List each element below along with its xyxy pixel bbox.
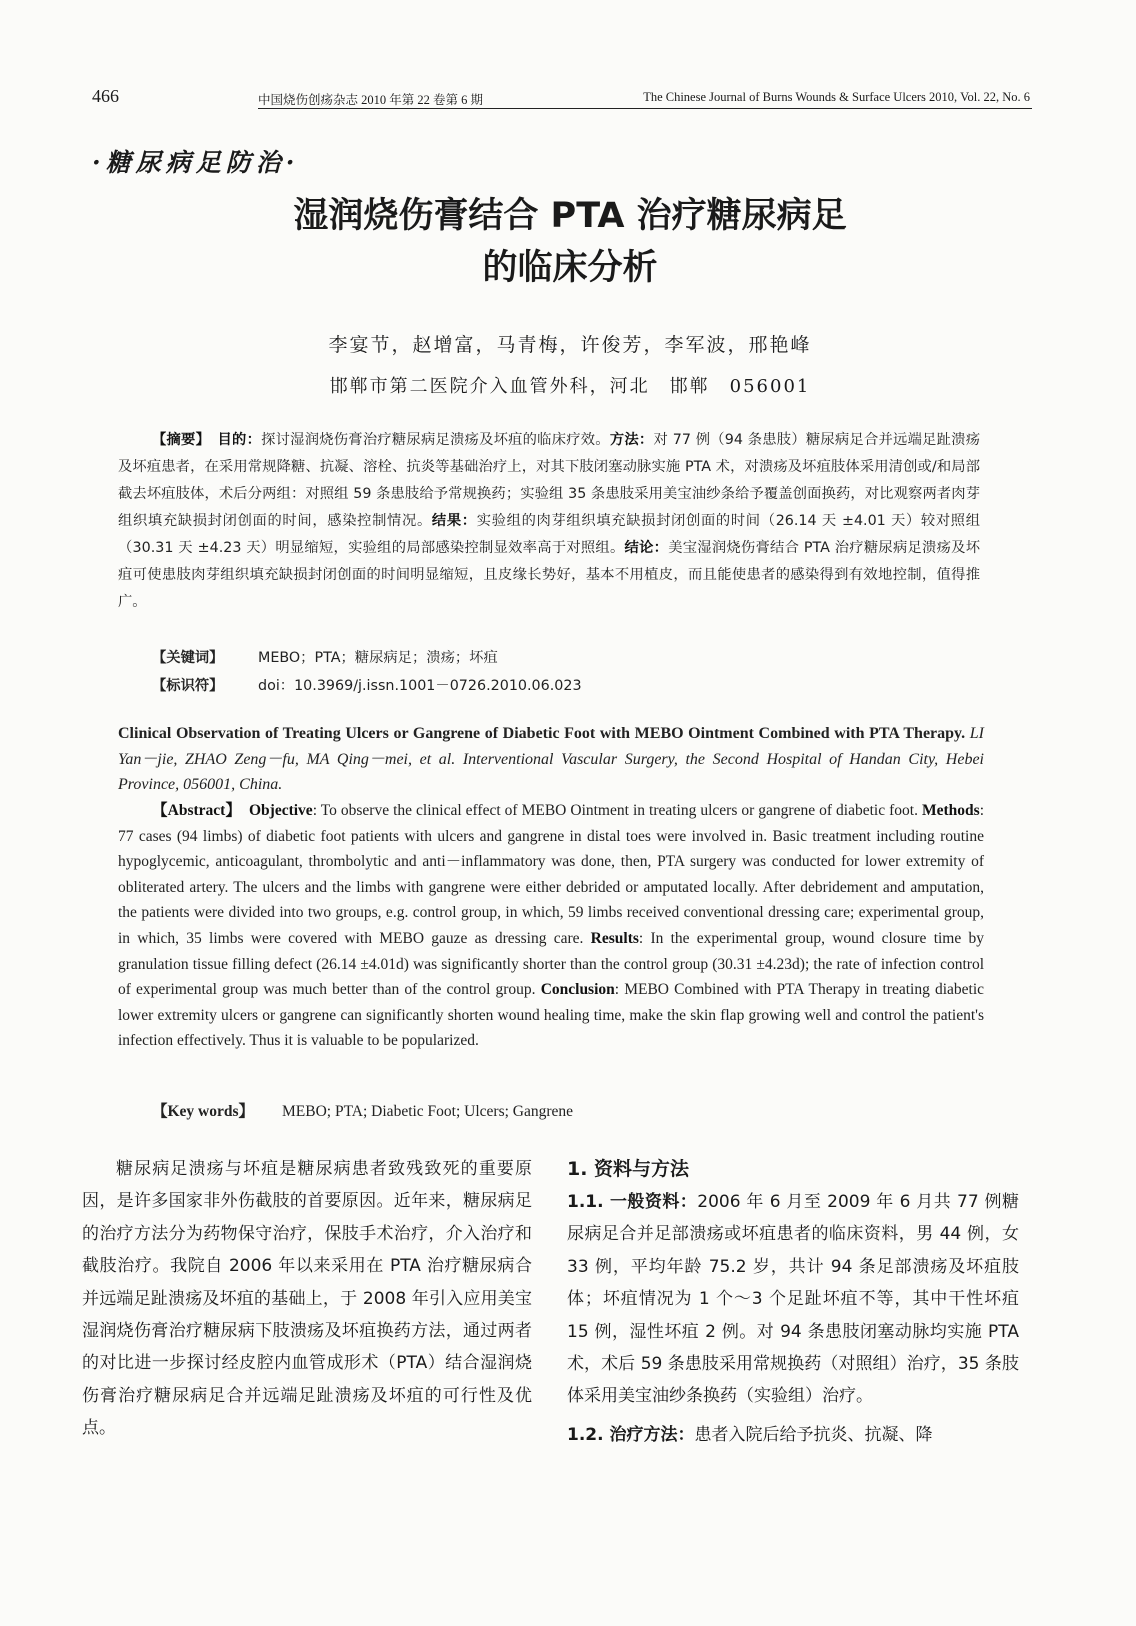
- abstract-en: [118, 798, 984, 1054]
- conclusion-text-en: : MEBO Combined with PTA Therapy in treating diabetic lower extremity ulcers or gangrene can significantly shorten wound healing time, make the skin flap growing well and control the patient's infection effectively. Thus it is valuable to be popularized.: [118, 981, 985, 1050]
- header-rule: [258, 108, 1032, 109]
- methods-label-cn: 方法：: [609, 432, 654, 448]
- keywords-cn-label: 【关键词】: [152, 650, 224, 666]
- methods-column: [567, 1153, 1019, 1451]
- keywords-cn: [152, 647, 498, 667]
- objective-label-cn: 目的：: [217, 432, 262, 448]
- article-title-en: [118, 721, 984, 798]
- title-en-text: Clinical Observation of Treating Ulcers or Gangrene of Diabetic Foot with MEBO Ointment Combined with PTA Therapy.: [118, 725, 966, 742]
- objective-label-en: Objective: [248, 802, 313, 819]
- introduction-paragraph: 糖尿病足溃疡与坏疽是糖尿病患者致残致死的重要原因，是许多国家非外伤截肢的首要原因。近年来，糖尿病足的治疗方法分为药物保守治疗，保肢手术治疗，介入治疗和截肢治疗。我院自 2006 年以来采用在 PTA 治疗糖尿病合并远端足趾溃疡及坏疽的基础上，于 2008 年引入应用美宝湿润烧伤膏治疗糖尿病下肢溃疡及坏疽换药方法，通过两者的对比进一步探讨经皮腔内血管成形术（PTA）结合湿润烧伤膏治疗糖尿病足合并远端足趾溃疡及坏疽的可行性及优点。: [82, 1159, 532, 1439]
- affiliation-cn: 邯郸市第二医院介入血管外科，河北 邯郸 056001: [329, 376, 811, 397]
- results-text-en: : In the experimental group, wound closure time by granulation tissue filling defect (26.14 ±4.01d) was significantly shorter than the control group (30.31 ±4.23d); the rate of infection control of experimental group was much better than of the control group.: [118, 929, 984, 999]
- results-text-cn: 实验组的肉芽组织填充缺损封闭创面的时间（26.14 天 ±4.01 天）较对照组（30.31 天 ±4.23 天）明显缩短，实验组的局部感染控制显效率高于对照组。: [118, 513, 981, 556]
- methods-label-en: Methods: [921, 802, 980, 819]
- doi-value: doi：10.3969/j.issn.1001－0726.2010.06.023: [258, 678, 582, 694]
- running-header: [258, 90, 1030, 108]
- section-heading: 1. 资料与方法: [567, 1158, 690, 1180]
- conclusion-text-cn: 美宝湿润烧伤膏结合 PTA 治疗糖尿病足溃疡及坏疽可使患肢肉芽组织填充缺损封闭创面的时间明显缩短，且皮缘长势好，基本不用植皮，而且能使患者的感染得到有效地控制，值得推广。: [118, 540, 980, 610]
- abstract-cn: [118, 427, 980, 616]
- page-number: 466: [92, 86, 119, 106]
- paragraph-1-2-text: 患者入院后给予抗炎、抗凝、降: [694, 1424, 933, 1445]
- paragraph-1-1: [567, 1186, 1019, 1413]
- journal-name-en: The Chinese Journal of Burns Wounds & Surface Ulcers 2010, Vol. 22, No. 6: [643, 90, 1030, 104]
- abstract-cn-label: 【摘要】: [152, 432, 203, 448]
- methods-text-cn: 对 77 例（94 条患肢）糖尿病足合并远端足趾溃疡及坏疽患者，在采用常规降糖、抗凝、溶栓、抗炎等基础治疗上，对其下肢闭塞动脉实施 PTA 术，对溃疡及坏疽肢体采用清创或/和局部截去坏疽肢体，术后分两组：对照组 59 条患肢给予常规换药；实验组 35 条患肢采用美宝油纱条给予覆盖创面换药，对比观察两者肉芽组织填充缺损封闭创面的时间，感染控制情况。: [118, 432, 980, 529]
- conclusion-label-cn: 结论：: [624, 540, 669, 556]
- abstract-en-label: 【Abstract】: [152, 802, 234, 819]
- journal-name-cn: 中国烧伤创疡杂志 2010 年第 22 卷第 6 期: [258, 93, 484, 107]
- paragraph-1-2: [567, 1419, 1019, 1451]
- objective-text-en: : To observe the clinical effect of MEBO Ointment in treating ulcers or gangrene of diabetic foot.: [312, 802, 918, 819]
- subsection-label-1-1: 1.1. 一般资料：: [567, 1192, 698, 1212]
- methods-text-en: : 77 cases (94 limbs) of diabetic foot patients with ulcers and gangrene in distal toes were involved in. Basic treatment including routine hypoglycemic, anticoagulant, thrombolytic and anti－inflammatory was done, then, PTA surgery was conducted for lower extremity of obliterated artery. The ulcers and the limbs with gangrene were either debrided or amputated locally. After debridement and amputation, the patients were divided into two groups, e.g. control group, in which, 59 limbs received conventional dressing care; experimental group, in which, 35 limbs were covered with MEBO gauze as dressing care.: [118, 802, 984, 947]
- keywords-en-label: 【Key words】: [152, 1103, 255, 1120]
- keywords-en: [152, 1099, 573, 1125]
- identifier-label: 【标识符】: [152, 678, 224, 694]
- authors-en: LI Yan－jie, ZHAO Zeng－fu, MA Qing－mei, et al. Interventional Vascular Surgery, the Second Hospital of Handan City, Hebei Province, 056001, China.: [118, 725, 985, 794]
- column-heading: ·糖尿病足防治·: [92, 148, 300, 177]
- title-line-2: 的临床分析: [482, 248, 658, 288]
- results-label-en: Results: [590, 929, 639, 947]
- keywords-cn-value: MEBO；PTA；糖尿病足；溃疡；坏疽: [258, 650, 498, 666]
- conclusion-label-en: Conclusion: [540, 981, 615, 999]
- paragraph-1-1-text: 2006 年 6 月至 2009 年 6 月共 77 例糖尿病足合并足部溃疡或坏疽患者的临床资料，男 44 例，女 33 例，平均年龄 75.2 岁，共计 94 条足部溃疡及坏疽肢体；坏疽情况为 1 个～3 个足趾坏疽不等，其中干性坏疽 15 例，湿性坏疽 2 例。对 94 条患肢闭塞动脉均实施 PTA 术，术后 59 条患肢采用常规换药（对照组）治疗，35 条肢体采用美宝油纱条换药（实验组）治疗。: [567, 1192, 1019, 1407]
- objective-text-cn: 探讨湿润烧伤膏治疗糖尿病足溃疡及坏疽的临床疗效。: [261, 432, 610, 448]
- keywords-en-value: MEBO; PTA; Diabetic Foot; Ulcers; Gangrene: [282, 1103, 574, 1120]
- identifier: [152, 675, 582, 695]
- authors-cn: 李宴节，赵增富，马青梅，许俊芳，李军波，邢艳峰: [328, 334, 812, 356]
- article-title-cn: [120, 190, 1020, 294]
- subsection-label-1-2: 1.2. 治疗方法：: [567, 1424, 695, 1445]
- title-line-1: 湿润烧伤膏结合 PTA 治疗糖尿病足: [293, 196, 847, 236]
- results-label-cn: 结果：: [431, 513, 477, 529]
